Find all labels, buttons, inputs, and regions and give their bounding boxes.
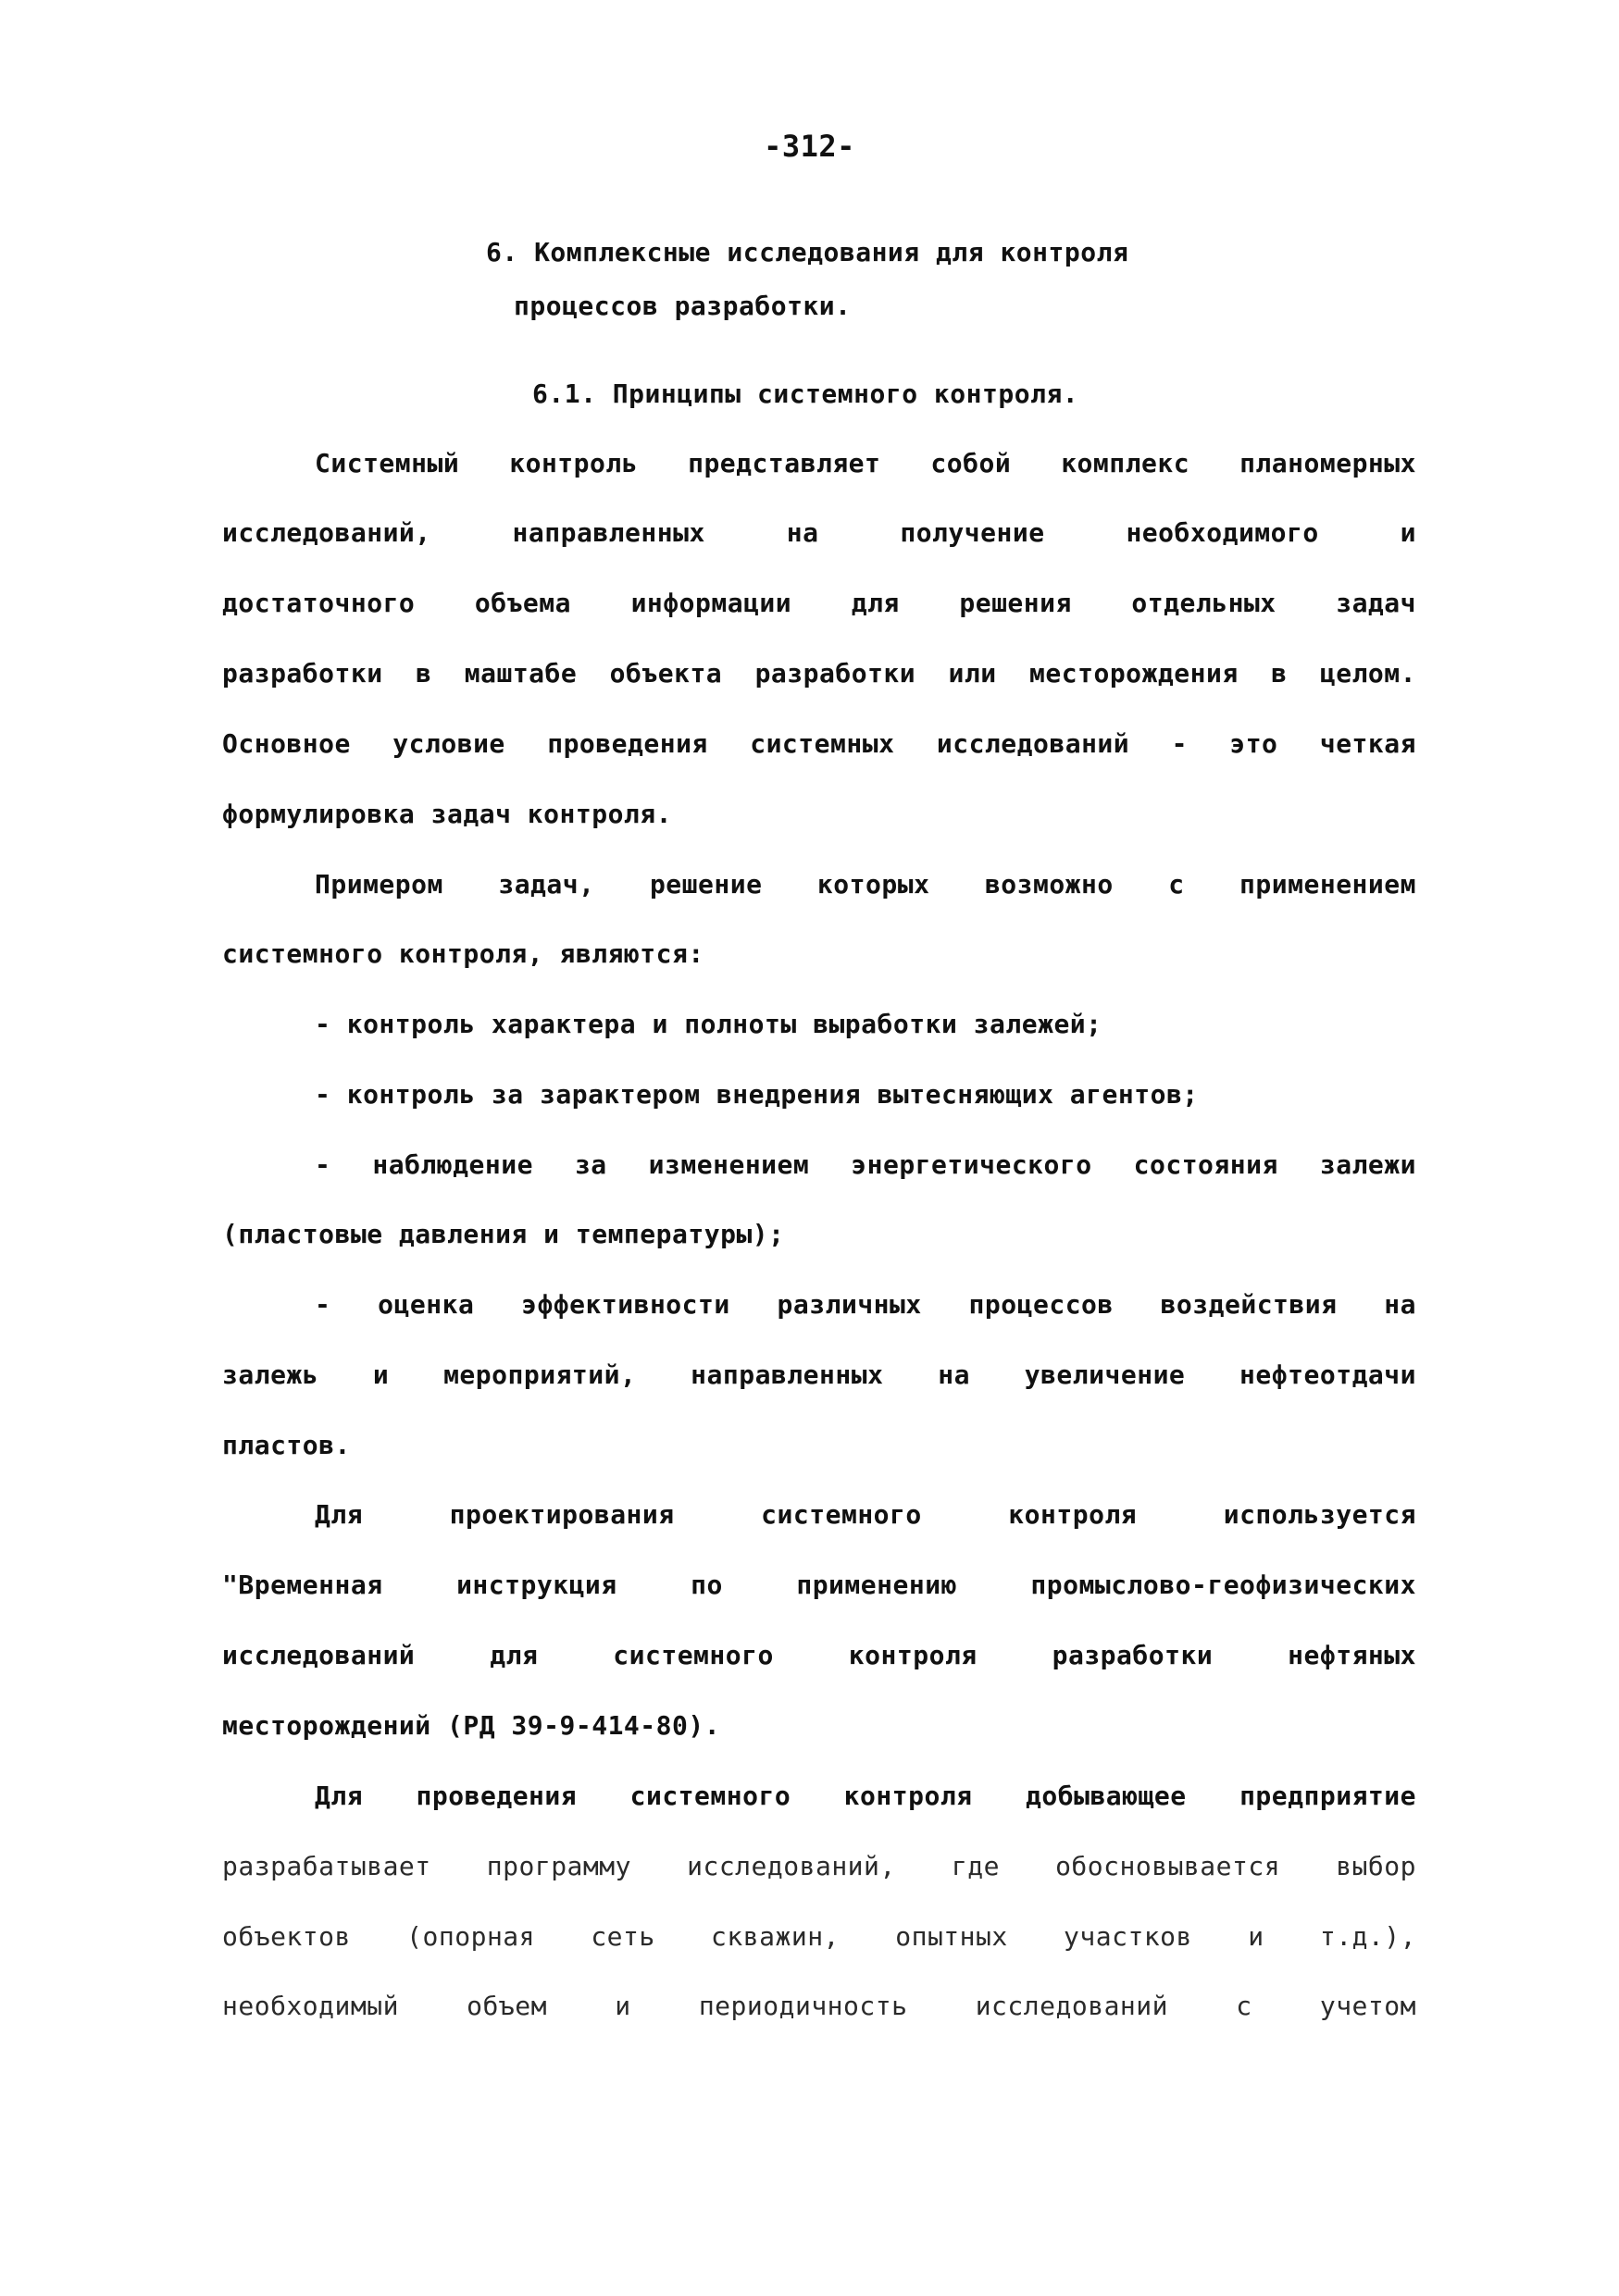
list-item-continuation: (пластовые давления и температуры); [222,1219,785,1249]
page-number: -312- [764,129,855,164]
paragraph-line: необходимый объем и периодичность исследований с учетом [222,1991,1416,2021]
subsection-heading: 6.1. Принципы системного контроля. [532,379,1079,409]
paragraph-line: разработки в маштабе объекта разработки или месторождения в целом. [222,658,1416,689]
section-heading-line-2: процессов разработки. [514,291,852,321]
paragraph-line: Для проведения системного контроля добывающее предприятие [315,1781,1416,1811]
paragraph-line: разрабатывает программу исследований, где обосновывается выбор [222,1851,1416,1881]
list-item: - контроль характера и полноты выработки залежей; [315,1009,1102,1039]
list-item-continuation: залежь и мероприятий, направленных на увеличение нефтеотдачи [222,1359,1416,1390]
paragraph-line: системного контроля, являются: [222,938,704,969]
list-item: - наблюдение за изменением энергетического состояния залежи [315,1149,1416,1180]
paragraph-line: формулировка задач контроля. [222,799,673,829]
paragraph-line: исследований, направленных на получение необходимого и [222,517,1416,548]
paragraph-line: достаточного объема информации для решения отдельных задач [222,588,1416,618]
section-heading-line-1: 6. Комплексные исследования для контроля [486,237,1129,267]
list-item-continuation: пластов. [222,1430,351,1460]
paragraph-line: Для проектирования системного контроля используется [315,1499,1416,1530]
paragraph-line: Примером задач, решение которых возможно с применением [315,869,1416,900]
list-item: - оценка эффективности различных процессов воздействия на [315,1289,1416,1320]
paragraph-line: месторождений (РД 39-9-414-80). [222,1710,721,1741]
paragraph-line: Системный контроль представляет собой комплекс планомерных [315,448,1416,478]
paragraph-line: объектов (опорная сеть скважин, опытных участков и т.д.), [222,1921,1416,1952]
list-item: - контроль за зарактером внедрения вытесняющих агентов; [315,1079,1199,1110]
paragraph-line: исследований для системного контроля разработки нефтяных [222,1640,1416,1670]
paragraph-line: "Временная инструкция по применению промыслово-геофизических [222,1570,1416,1600]
paragraph-line: Основное условие проведения системных исследований - это четкая [222,728,1416,759]
